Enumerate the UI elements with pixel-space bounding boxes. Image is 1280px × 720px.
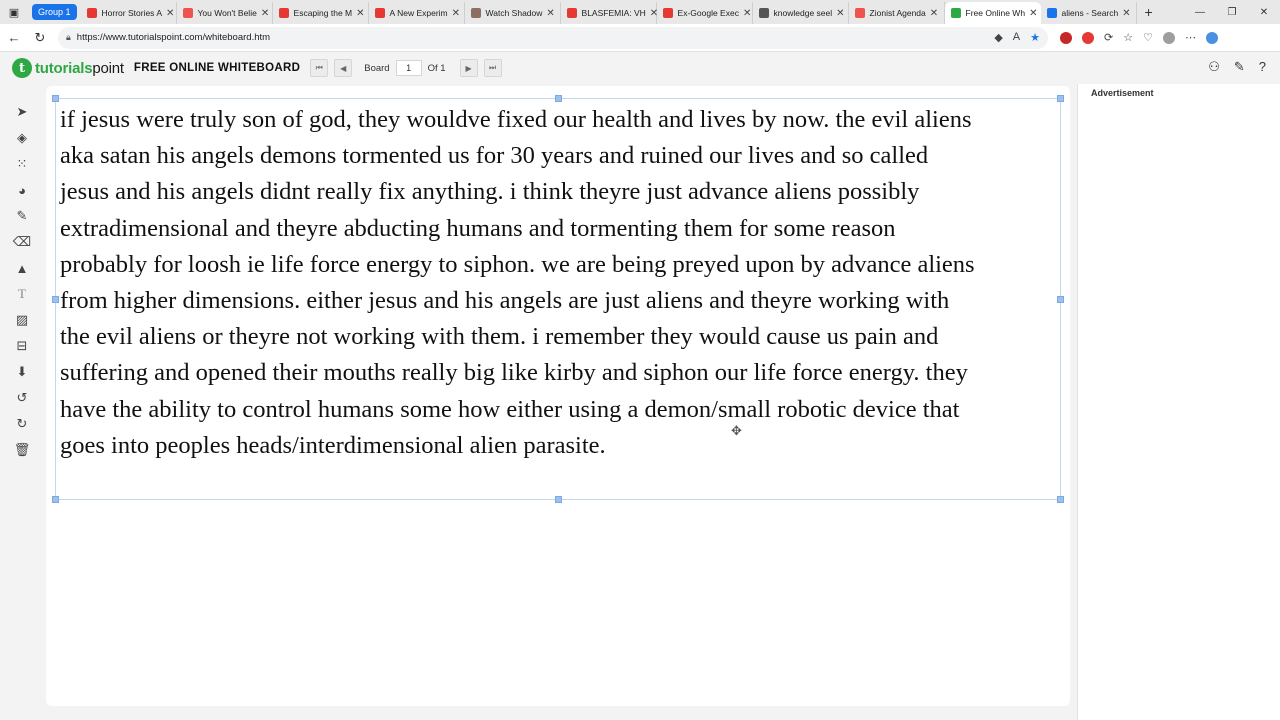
extension-adblock-icon[interactable] xyxy=(1082,32,1094,44)
whiteboard-canvas[interactable] xyxy=(46,86,1070,706)
next-board-button[interactable]: ▶ xyxy=(460,59,478,77)
text-line: jesus and his angels didnt really fix anything. i think theyre just advance aliens possibly xyxy=(60,178,920,206)
lock-icon: 🔒︎ xyxy=(66,32,71,42)
browser-tab[interactable] xyxy=(177,2,273,24)
tag-icon[interactable]: ◆ xyxy=(994,32,1003,44)
resize-handle-bottom-right[interactable] xyxy=(1057,496,1064,503)
text-line: from higher dimensions. either jesus and his angels are just aliens and theyre working with xyxy=(60,287,950,315)
browser-tab[interactable] xyxy=(465,2,561,24)
tab-favicon-icon xyxy=(567,8,577,18)
last-board-button[interactable]: ⏭ xyxy=(484,59,502,77)
logo-text: tutorialspoint xyxy=(35,59,124,77)
minimize-button[interactable]: — xyxy=(1195,6,1205,18)
tab-close-icon[interactable]: ✕ xyxy=(260,7,270,19)
prev-board-button[interactable]: ◀ xyxy=(334,59,352,77)
tab-favicon-icon xyxy=(855,8,865,18)
tab-close-icon[interactable]: ✕ xyxy=(1122,7,1131,19)
board-label: Board xyxy=(364,62,390,74)
browser-tab-strip xyxy=(0,0,1280,24)
browser-tab[interactable] xyxy=(81,2,177,24)
move-cursor-icon: ✥ xyxy=(731,423,742,438)
eraser-icon[interactable]: ⌫ xyxy=(12,234,32,249)
board-total-label: Of 1 xyxy=(427,62,446,74)
browser-tab[interactable] xyxy=(849,2,945,24)
text-line: extradimensional and theyre abducting humans and tormenting them for some reason xyxy=(60,214,896,242)
app-header-actions xyxy=(1208,59,1266,75)
tab-title: BLASFEMIA: VH xyxy=(581,8,646,18)
text-line: aka satan his angels demons tormented us for 30 years and ruined our lives and so called xyxy=(60,142,929,170)
address-bar[interactable] xyxy=(58,27,1048,49)
resize-handle-top-right[interactable] xyxy=(1057,95,1064,102)
edit-icon[interactable]: ✎ xyxy=(1233,59,1245,74)
close-window-button[interactable]: ✕ xyxy=(1259,6,1269,18)
tab-favicon-icon xyxy=(87,8,97,18)
tab-favicon-icon xyxy=(759,8,769,18)
tab-title: knowledge seel xyxy=(773,8,833,18)
browser-tab[interactable] xyxy=(753,2,849,24)
tab-group-chip[interactable]: Group 1 xyxy=(32,4,77,20)
color-palette-icon[interactable]: ◕ xyxy=(18,182,26,198)
tab-close-icon[interactable]: ✕ xyxy=(742,7,752,19)
maximize-button[interactable]: ❐ xyxy=(1227,6,1237,18)
browser-tab[interactable] xyxy=(1041,2,1137,24)
tab-title: Ex-Google Exec xyxy=(677,8,739,18)
advertisement-sidebar xyxy=(1077,84,1280,720)
browser-tab[interactable] xyxy=(369,2,465,24)
text-line: the evil aliens or theyre not working with them. i remember they would cause us pain and xyxy=(60,323,939,351)
advertisement-label: Advertisement xyxy=(1091,88,1154,98)
tab-title: You Won't Belie xyxy=(197,8,257,18)
more-menu-icon[interactable]: ⋯ xyxy=(1184,32,1196,44)
favorite-star-icon[interactable]: ★ xyxy=(1030,32,1040,44)
tab-title: Zionist Agenda xyxy=(869,8,926,18)
resize-handle-top[interactable] xyxy=(555,95,562,102)
resize-handle-bottom-left[interactable] xyxy=(52,496,59,503)
tab-title: A New Experim xyxy=(389,8,448,18)
first-board-button[interactable]: ⏮ xyxy=(310,59,328,77)
tutorialspoint-logo[interactable] xyxy=(12,58,124,78)
browser-tab[interactable] xyxy=(945,2,1041,24)
resize-handle-right[interactable] xyxy=(1057,296,1064,303)
text-line: suffering and opened their mouths really big like kirby and siphon our life force energy. they xyxy=(60,359,968,387)
app-header xyxy=(0,53,1280,83)
read-aloud-icon[interactable]: A xyxy=(1012,31,1021,43)
logo-mark-icon: t xyxy=(12,58,32,78)
trash-icon[interactable]: 🗑︎ xyxy=(13,442,31,457)
new-tab-button[interactable]: + xyxy=(1144,4,1153,20)
tab-favicon-icon xyxy=(183,8,193,18)
text-line: have the ability to control humans some how either using a demon/small robotic device that xyxy=(60,395,960,423)
tab-favicon-icon xyxy=(375,8,385,18)
select-pointer-icon[interactable]: ➤ xyxy=(16,104,28,119)
profile-avatar[interactable] xyxy=(1163,32,1175,44)
pencil-icon[interactable]: ✎ xyxy=(16,208,28,223)
tab-title: Horror Stories A xyxy=(101,8,162,18)
refresh-button[interactable]: ↻ xyxy=(34,29,46,45)
tab-close-icon[interactable]: ✕ xyxy=(836,7,845,19)
tab-favicon-icon xyxy=(1047,8,1057,18)
extension-shield-icon[interactable] xyxy=(1060,32,1072,44)
tab-close-icon[interactable]: ✕ xyxy=(649,7,659,19)
browser-tab[interactable] xyxy=(273,2,369,24)
tab-favicon-icon xyxy=(663,8,673,18)
image-icon[interactable]: ▨ xyxy=(15,312,29,327)
shapes-icon[interactable]: ⚇ xyxy=(1208,59,1220,74)
extension-icons xyxy=(1060,31,1218,44)
window-controls xyxy=(1184,0,1280,24)
back-button[interactable]: ← xyxy=(7,30,21,45)
redo-icon[interactable]: ↻ xyxy=(16,416,28,431)
health-icon[interactable]: ♡ xyxy=(1143,32,1153,44)
tab-title: Watch Shadow xyxy=(485,8,543,18)
text-tool-icon[interactable]: T xyxy=(18,286,26,301)
tab-favicon-icon xyxy=(951,8,961,18)
url-text: https://www.tutorialspoint.com/whiteboard.htm xyxy=(76,32,271,43)
shapes-tool-icon[interactable]: ▲ xyxy=(15,260,29,276)
tab-favicon-icon xyxy=(279,8,289,18)
tab-list xyxy=(81,0,1137,24)
text-box[interactable] xyxy=(55,98,1061,500)
board-pager xyxy=(310,59,501,77)
tab-title: aliens - Search xyxy=(1061,8,1119,18)
page-title: FREE ONLINE WHITEBOARD xyxy=(133,62,301,74)
help-icon[interactable]: ? xyxy=(1258,59,1266,74)
resize-handle-top-left[interactable] xyxy=(52,95,59,102)
tab-actions-icon[interactable]: ▣ xyxy=(8,6,20,19)
download-icon[interactable]: ⬇ xyxy=(16,364,28,379)
tool-palette xyxy=(10,104,34,458)
tab-favicon-icon xyxy=(471,8,481,18)
favorites-icon[interactable]: ☆ xyxy=(1123,32,1134,44)
text-line: if jesus were truly son of god, they wouldve fixed our health and lives by now. the evil aliens xyxy=(60,106,972,133)
text-line: probably for loosh ie life force energy to siphon. we are being preyed upon by advance aliens xyxy=(60,250,975,278)
tab-title: Escaping the M xyxy=(293,8,353,18)
tab-close-icon[interactable]: ✕ xyxy=(451,7,461,19)
refresh-extension-icon[interactable]: ⟳ xyxy=(1104,32,1114,44)
tab-title: Free Online Wh xyxy=(965,8,1026,18)
tab-close-icon[interactable]: ✕ xyxy=(546,7,555,19)
text-box-content[interactable] xyxy=(60,102,1060,464)
browser-tab[interactable] xyxy=(561,2,657,24)
tab-close-icon[interactable]: ✕ xyxy=(166,7,175,19)
text-line: goes into peoples heads/interdimensional alien parasite. xyxy=(60,431,606,459)
resize-handle-bottom[interactable] xyxy=(555,496,562,503)
tab-close-icon[interactable]: ✕ xyxy=(356,7,365,19)
presentation-icon[interactable]: ⊟ xyxy=(16,338,28,353)
browser-toolbar xyxy=(0,24,1280,52)
tab-close-icon[interactable]: ✕ xyxy=(1029,7,1038,19)
copilot-icon[interactable] xyxy=(1206,32,1218,44)
grid-dots-icon[interactable]: ⁙ xyxy=(16,156,28,171)
tab-close-icon[interactable]: ✕ xyxy=(929,7,939,19)
browser-tab[interactable] xyxy=(657,2,753,24)
resize-handle-left[interactable] xyxy=(52,296,59,303)
undo-icon[interactable]: ↺ xyxy=(16,390,28,405)
layers-icon[interactable]: ◈ xyxy=(17,130,27,145)
board-number-input[interactable]: 1 xyxy=(396,60,422,76)
